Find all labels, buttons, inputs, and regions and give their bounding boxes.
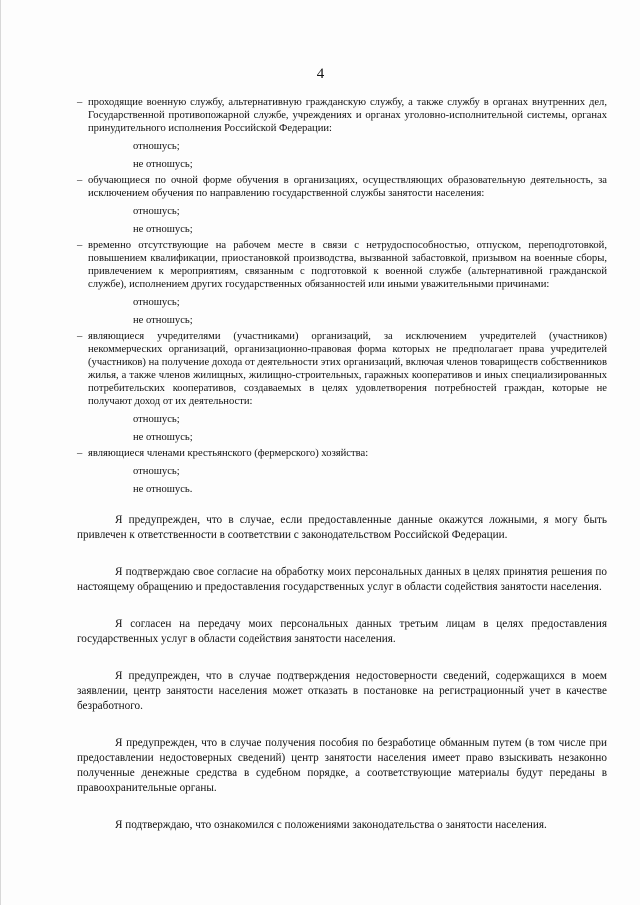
list-item: [77, 96, 607, 135]
list-item-text: обучающиеся по очной форме обучения в организациях, осуществляющих образовательную деятельность, за исключением обучения по направлению государственной службы занятости населения:: [88, 175, 607, 199]
statement-paragraph: Я подтверждаю, что ознакомился с положениями законодательства о занятости населения.: [115, 819, 547, 831]
document-body: [77, 96, 607, 833]
list-item: [77, 174, 607, 200]
option-no: не отношусь;: [133, 432, 193, 443]
list-dash: –: [77, 448, 83, 459]
option-yes: отношусь;: [133, 466, 180, 477]
option-yes: отношусь;: [133, 414, 180, 425]
option-yes: отношусь;: [133, 297, 180, 308]
option-yes: отношусь;: [133, 141, 180, 152]
option-yes: отношусь;: [133, 206, 180, 217]
list-item: [77, 239, 607, 291]
list-item: [77, 330, 607, 408]
option-no: не отношусь;: [133, 315, 193, 326]
list-item-text: проходящие военную службу, альтернативную гражданскую службу, а также службу в органах внутренних дел, Государственной противопожарной службе, учреждениях и органах уголовно-исполнительной системы, органах принудительного исполнения Российской Федерации:: [88, 97, 607, 134]
statement-paragraph: Я согласен на передачу моих персональных данных третьим лицам в целях предоставления государственных услуг в области содействия занятости населения.: [77, 618, 607, 645]
spacer: [77, 647, 607, 669]
option-no: не отношусь.: [133, 484, 193, 495]
list-dash: –: [77, 175, 83, 186]
statement-paragraph: Я предупрежден, что в случае получения пособия по безработице обманным путем (в том числе при предоставлении недостоверных сведений) центр занятости населения имеет право взыскивать незаконно полученные денежные средства в судебном порядке, а соответствующие материалы будут переданы в правоохранительные органы.: [77, 737, 607, 794]
spacer: [77, 714, 607, 736]
statement-paragraph: Я предупрежден, что в случае, если предоставленные данные окажутся ложными, я могу быть привлечен к ответственности в соответствии с законодательством Российской Федерации.: [77, 514, 607, 541]
list-item-text: временно отсутствующие на рабочем месте в связи с нетрудоспособностью, отпуском, переподготовкой, повышением квалификации, приостановкой производства, вызванной забастовкой, призывом на военные сборы, привлечением к мероприятиям, связанным с подготовкой к военной службе (альтернативной гражданской службе), исполнением других государственных обязанностей или иными уважительными причинами:: [88, 240, 607, 290]
list-item: [77, 447, 607, 460]
list-item-text: являющиеся членами крестьянского (фермерского) хозяйства:: [88, 448, 369, 459]
list-dash: –: [77, 331, 83, 342]
option-no: не отношусь;: [133, 224, 193, 235]
list-item-text: являющиеся учредителями (участниками) организаций, за исключением учредителей (участников) некоммерческих организаций, организационно-правовая форма которых не предполагает права учредителей (участников) на получение дохода от деятельности этих организаций, включая членов товариществ собственников жилья, а также членов жилищных, жилищно-строительных, гаражных кооперативов и иных специализированных потребительских кооперативов, создаваемых в целях удовлетворения потребностей граждан, которые не получают доход от их деятельности:: [88, 331, 607, 407]
statement-paragraph: Я подтверждаю свое согласие на обработку моих персональных данных в целях принятия решения по настоящему обращению и предоставления государственных услуг в области содействия занятости населения.: [77, 566, 607, 593]
spacer: [77, 543, 607, 565]
spacer: [77, 796, 607, 818]
option-no: не отношусь;: [133, 159, 193, 170]
spacer: [77, 499, 607, 513]
statement-paragraph: Я предупрежден, что в случае подтверждения недостоверности сведений, содержащихся в моем заявлении, центр занятости населения может отказать в постановке на регистрационный учет в качестве безработного.: [77, 670, 607, 712]
list-dash: –: [77, 240, 83, 251]
list-dash: –: [77, 97, 83, 108]
spacer: [77, 595, 607, 617]
page-number: 4: [316, 66, 325, 82]
